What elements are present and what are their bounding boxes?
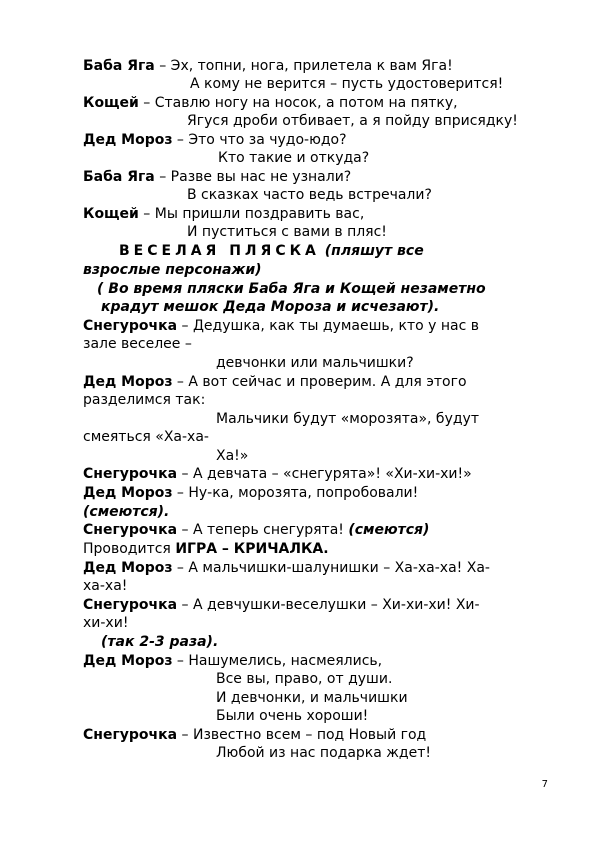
bold-text: Снегурочка [83,522,178,538]
line-text: Кто такие и откуда? [218,150,370,166]
line-text: – Эх, топни, нога, прилетела к вам Яга! [154,58,453,74]
line-text: А кому не верится – пусть удостоверится! [190,76,504,92]
bold-text: Снегурочка [83,727,178,743]
line-text: – А вот сейчас и проверим. А для этого [172,374,467,390]
line-text: Были очень хороши! [216,708,369,724]
text-line [83,485,418,502]
text-line [83,504,169,521]
text-line [83,522,429,539]
text-line [216,355,414,372]
line-text: ха-ха! [83,578,128,594]
line-text: Все вы, право, от души. [216,671,393,687]
line-text: девчонки или мальчишки? [216,355,414,371]
text-line [190,76,503,93]
line-text: – Мы пришли поздравить вас, [138,206,365,222]
text-line [83,727,426,744]
bold-text: Баба Яга [83,58,155,74]
line-text: В сказках часто ведь встречали? [187,187,432,203]
stage-direction: (пляшут все [319,243,424,259]
bold-text: Снегурочка [83,597,178,613]
line-text: – Ну-ка, морозята, попробовали! [172,485,419,501]
text-line [83,653,382,670]
bold-text: Баба Яга [83,169,155,185]
text-line [83,541,329,558]
text-line [216,411,479,428]
text-line [216,448,248,465]
text-line [83,615,128,632]
text-line [119,243,424,260]
bold-text: Кощей [83,95,139,111]
text-line [216,671,392,688]
text-line [187,113,518,130]
line-text: – Разве вы нас не узнали? [154,169,352,185]
text-line [187,187,432,204]
text-line [216,690,408,707]
text-line [83,374,467,391]
page-number: 7 [541,779,548,790]
text-line [83,58,453,75]
line-text: – Нашумелись, насмеялись, [172,653,383,669]
text-line [83,206,364,223]
bold-text: Дед Мороз [83,132,173,148]
stage-direction: (смеются). [83,504,170,520]
line-text: разделимся так: [83,392,206,408]
text-line [83,262,262,279]
bold-text: Кощей [83,206,139,222]
bold-text: Дед Мороз [83,653,173,669]
line-text: хи-хи! [83,615,129,631]
text-line [97,281,486,298]
bold-text: Снегурочка [83,318,178,334]
line-text: Любой из нас подарка ждет! [216,745,431,761]
text-line [83,169,351,186]
line-text: – А девчата – «снегурята»! «Хи-хи-хи!» [177,466,472,482]
bold-text: Снегурочка [83,466,178,482]
line-text: смеяться «Ха-ха- [83,429,209,445]
line-text: зале веселее – [83,336,192,352]
text-line [83,597,480,614]
bold-text: Дед Мороз [83,560,173,576]
stage-direction: (смеются) [348,522,430,538]
text-line [218,150,369,167]
bold-text: ВЕСЕЛАЯ ПЛЯСКА [119,243,320,259]
text-line [83,132,347,149]
line-text: Ха!» [216,448,249,464]
bold-text: ИГРА – КРИЧАЛКА. [175,541,329,557]
line-text: Проводится [83,541,176,557]
text-line [83,578,127,595]
line-text: И девчонки, и мальчишки [216,690,408,706]
text-line [83,95,458,112]
text-line [216,745,431,762]
text-line [83,560,490,577]
stage-direction: взрослые персонажи) [83,262,262,278]
line-text: И пуститься с вами в пляс! [187,224,387,240]
text-line [83,336,192,353]
stage-direction: крадут мешок Деда Мороза и исчезают). [101,299,440,315]
text-line [187,224,387,241]
stage-direction: (так 2-3 раза). [101,634,219,650]
line-text: – Известно всем – под Новый год [177,727,427,743]
line-text: Мальчики будут «морозята», будут [216,411,479,427]
text-line [83,429,209,446]
bold-text: Дед Мороз [83,374,173,390]
text-line [101,299,439,316]
line-text: – Дедушка, как ты думаешь, кто у нас в [177,318,480,334]
line-text: – Ставлю ногу на носок, а потом на пятку, [138,95,458,111]
text-line [83,392,205,409]
text-line [101,634,218,651]
text-line [216,708,368,725]
stage-direction: ( Во время пляски Баба Яга и Кощей незаметно [97,281,486,297]
text-line [83,466,472,483]
text-line [83,318,479,335]
line-text: – А теперь снегурята! [177,522,349,538]
line-text: Ягуся дроби отбивает, а я пойду вприсядку! [187,113,518,129]
bold-text: Дед Мороз [83,485,173,501]
line-text: – А девчушки-веселушки – Хи-хи-хи! Хи- [177,597,480,613]
line-text: – А мальчишки-шалунишки – Ха-ха-ха! Ха- [172,560,490,576]
line-text: – Это что за чудо-юдо? [172,132,347,148]
